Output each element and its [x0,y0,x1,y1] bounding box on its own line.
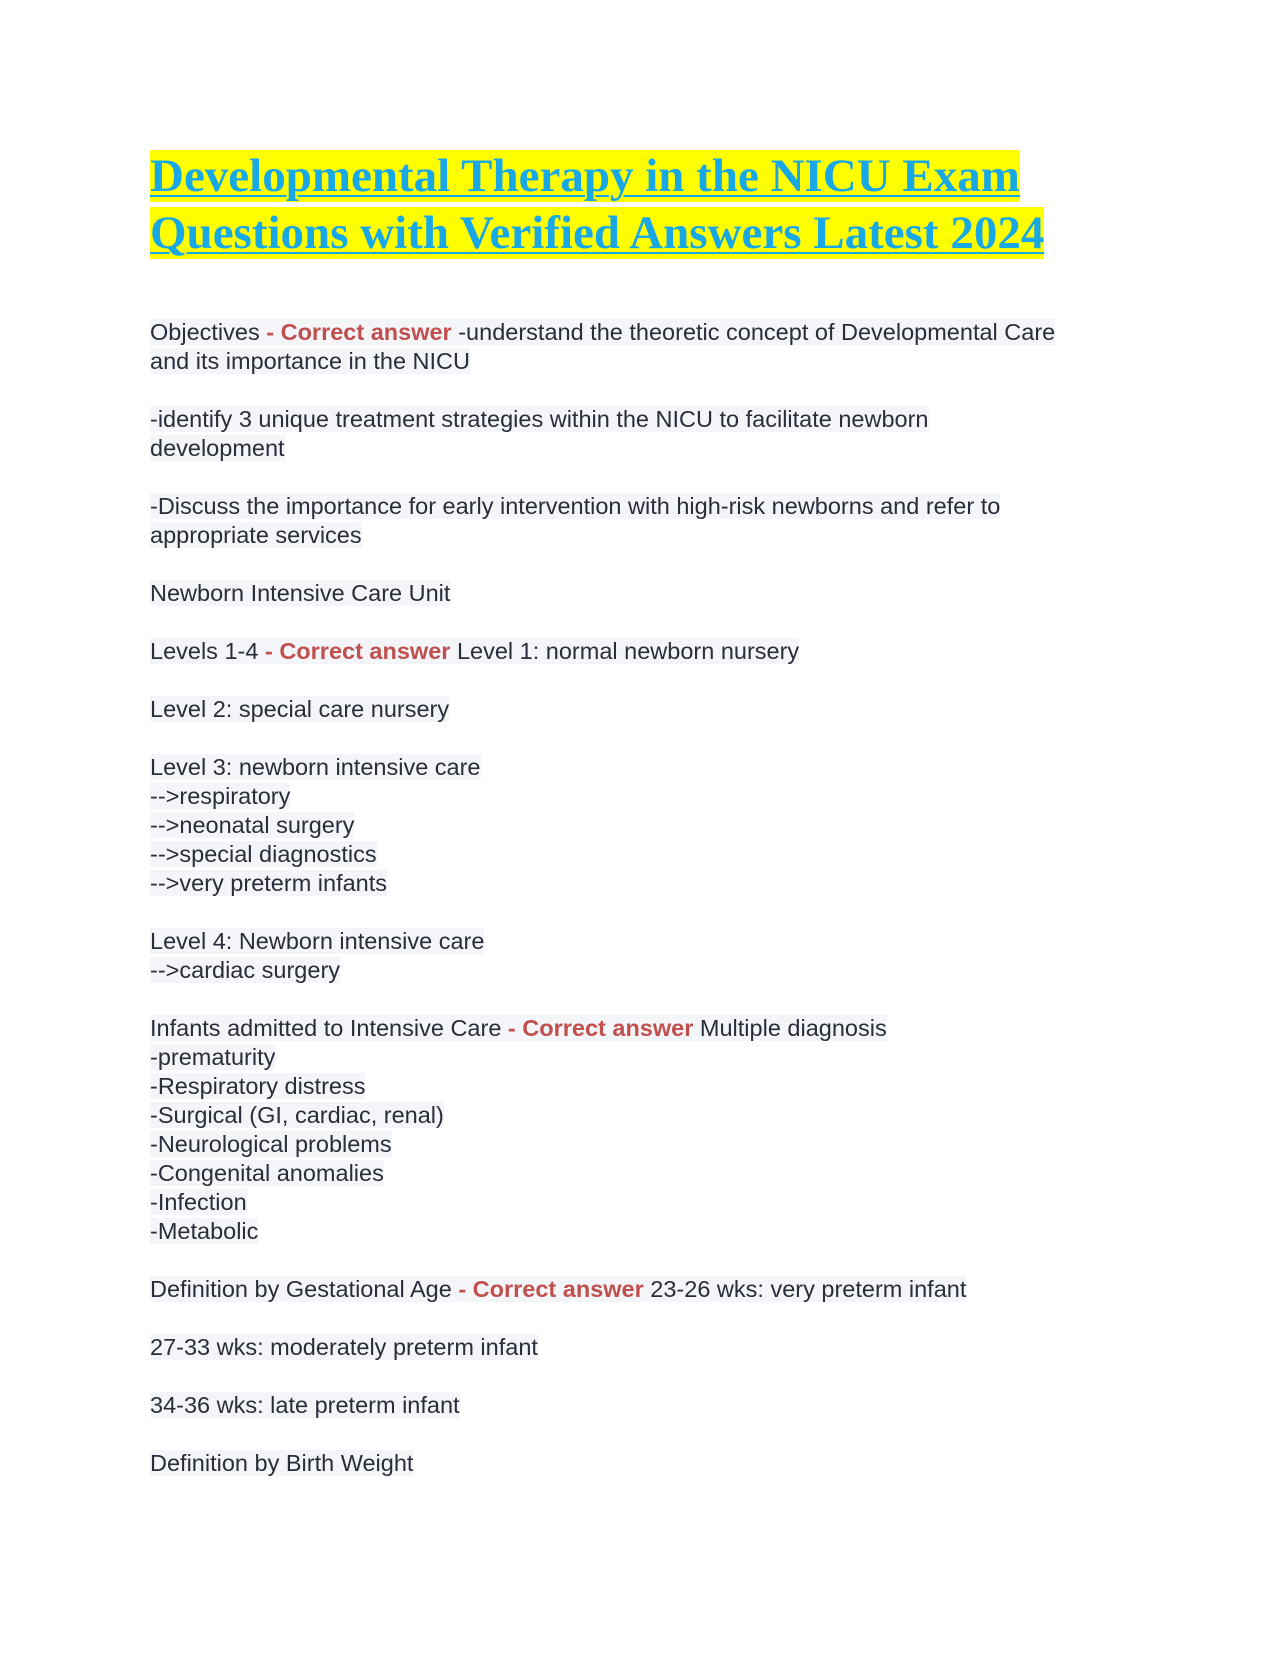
level-3-list [150,753,1140,898]
title-line-2[interactable]: Questions with Verified Answers Latest 2024 [150,207,1045,259]
paragraph-line: development [150,435,285,461]
list-line: -Respiratory distress [150,1073,366,1099]
list-line: -prematurity [150,1044,276,1070]
paragraph-line: -identify 3 unique treatment strategies within the NICU to facilitate newborn [150,406,929,432]
answer-marker: - Correct answer [458,1276,644,1302]
paragraph-line: -Discuss the importance for early intervention with high-risk newborns and refer to [150,493,1001,519]
list-line: -Congenital anomalies [150,1160,384,1186]
list-line: -->very preterm infants [150,870,388,896]
list-line: Level 3: newborn intensive care [150,754,481,780]
paragraph-line: Definition by Birth Weight [150,1450,414,1476]
document-page [150,148,1140,1507]
qa-gestational-age [150,1275,1140,1304]
list-line: -->cardiac surgery [150,957,341,983]
paragraph-line: Level 2: special care nursery [150,696,450,722]
paragraph-line: 34-36 wks: late preterm infant [150,1392,460,1418]
qa-objectives [150,318,1140,376]
question-text: Definition by Gestational Age [150,1276,452,1302]
title-line-1[interactable]: Developmental Therapy in the NICU Exam [150,150,1020,202]
answer-marker: - Correct answer [507,1015,694,1041]
list-line: -Infection [150,1189,247,1215]
objective-item [150,492,1140,550]
list-line: Level 4: Newborn intensive care [150,928,485,954]
answer-text-continued: and its importance in the NICU [150,348,471,374]
question-text: Infants admitted to Intensive Care [150,1015,502,1041]
document-body [150,318,1140,1478]
level-4-list [150,927,1140,985]
gestational-item [150,1333,1140,1362]
answer-text: Level 1: normal newborn nursery [456,638,800,664]
answer-marker: - Correct answer [266,319,452,345]
document-title[interactable] [150,148,1140,262]
list-line: -Surgical (GI, cardiac, renal) [150,1102,444,1128]
list-line: -Neurological problems [150,1131,392,1157]
question-birth-weight [150,1449,1140,1478]
level-2-item [150,695,1140,724]
list-line: -->respiratory [150,783,291,809]
answer-marker: - Correct answer [264,638,451,664]
paragraph-line: appropriate services [150,522,362,548]
question-text: Objectives [150,319,260,345]
qa-levels [150,637,1140,666]
objective-item [150,405,1140,463]
section-heading-nicu [150,579,1140,608]
answer-text: Multiple diagnosis [699,1015,887,1041]
answer-text: -understand the theoretic concept of Developmental Care [458,319,1056,345]
gestational-item [150,1391,1140,1420]
paragraph-line: Newborn Intensive Care Unit [150,580,451,606]
paragraph-line: 27-33 wks: moderately preterm infant [150,1334,538,1360]
answer-text: 23-26 wks: very preterm infant [650,1276,967,1302]
list-line: -->special diagnostics [150,841,377,867]
qa-infants-admitted [150,1014,1140,1246]
list-line: -Metabolic [150,1218,259,1244]
list-line: -->neonatal surgery [150,812,355,838]
question-text: Levels 1-4 [150,638,259,664]
